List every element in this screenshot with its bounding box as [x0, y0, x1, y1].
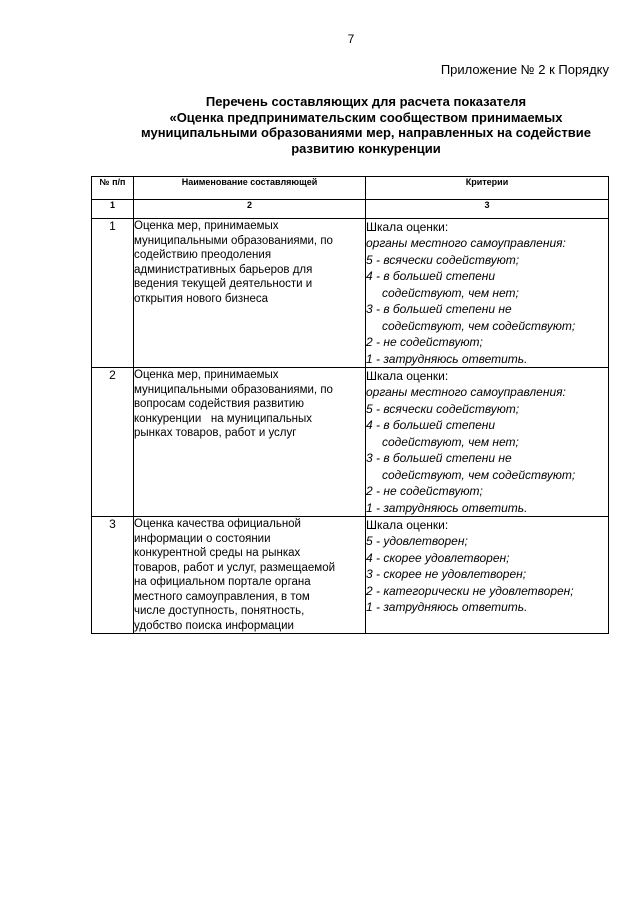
component-name-line: содействию преодоления [134, 249, 272, 261]
component-name-line: ведения текущей деятельности и [134, 278, 313, 290]
component-name-line: Оценка качества официальной [134, 518, 301, 530]
criteria-line: 4 - в большей степени [366, 418, 496, 432]
criteria-line: 5 - всячески содействуют; [366, 401, 520, 416]
criteria-line: 3 - в большей степени не [366, 302, 512, 316]
title-line: развитию конкуренции [291, 140, 441, 156]
criteria-line: 1 - затрудняюсь ответить. [366, 351, 528, 366]
appendix-reference: Приложение № 2 к Порядку [440, 62, 609, 77]
component-name-line: административных барьеров для [134, 263, 313, 276]
component-name-line: информации о состоянии [134, 532, 271, 545]
criteria-line: 1 - затрудняюсь ответить. [366, 500, 528, 515]
criteria-line: 2 - категорически не удовлетворен; [366, 583, 574, 598]
column-number: 1 [92, 200, 134, 219]
component-name-line: муниципальными образованиями, по [134, 383, 333, 396]
criteria-line: содействуют, чем нет; [382, 434, 519, 449]
header-component-name: Наименование составляющей [134, 177, 366, 200]
criteria-line: 4 - скорее удовлетворен; [366, 550, 510, 565]
criteria-line: 1 - затрудняюсь ответить. [366, 600, 528, 614]
component-name-line: Оценка мер, принимаемых [134, 369, 279, 381]
component-name-line: конкурентной среды на рынках [134, 547, 301, 559]
criteria-line: 2 - не содействуют; [366, 335, 483, 349]
criteria-cell [366, 219, 609, 368]
component-name-line: открытия нового бизнеса [134, 292, 269, 305]
title-line: Перечень составляющих для расчета показателя [205, 94, 527, 109]
table-header-row [92, 177, 609, 200]
scale-title: Шкала оценки: [366, 369, 449, 383]
header-criteria: Критерии [366, 177, 609, 200]
component-name [134, 517, 366, 634]
criteria-line: 5 - удовлетворен; [366, 534, 468, 548]
criteria-line: 3 - в большей степени не [366, 451, 512, 465]
component-name-line: на официальном портале органа [134, 576, 311, 588]
title-line: «Оценка предпринимательским сообществом принимаемых [169, 109, 563, 125]
component-name-line: удобство поиска информации [134, 619, 294, 632]
criteria-line: 2 - не содействуют; [366, 484, 483, 498]
criteria-cell [366, 517, 609, 634]
header-number: № п/п [92, 177, 134, 200]
column-number: 3 [366, 200, 609, 219]
component-name-line: рынках товаров, работ и услуг [134, 427, 297, 439]
component-name-line: Оценка мер, принимаемых [134, 220, 279, 232]
criteria-line: 5 - всячески содействуют; [366, 252, 520, 267]
component-name-line: конкуренции на муниципальных [134, 412, 313, 425]
component-name [134, 368, 366, 517]
criteria-line: органы местного самоуправления: [366, 385, 566, 399]
criteria-line: органы местного самоуправления: [366, 236, 566, 250]
criteria-line: 4 - в большей степени [366, 269, 496, 283]
table-row [92, 517, 609, 634]
scale-title: Шкала оценки: [366, 220, 449, 234]
column-number: 2 [134, 200, 366, 219]
row-number: 1 [92, 219, 134, 368]
component-name-line: вопросам содействия развитию [134, 398, 304, 410]
row-number: 3 [92, 517, 134, 634]
table-row [92, 219, 609, 368]
row-number: 2 [92, 368, 134, 517]
criteria-line: 3 - скорее не удовлетворен; [366, 567, 527, 581]
criteria-cell [366, 368, 609, 517]
table-row [92, 368, 609, 517]
page-number: 7 [347, 32, 355, 46]
component-name-line: товаров, работ и услуг, размещаемой [134, 561, 336, 574]
criteria-line: содействуют, чем содействуют; [382, 318, 576, 333]
component-name-line: местного самоуправления, в том [134, 590, 310, 603]
component-name-line: числе доступность, понятность, [134, 605, 305, 617]
column-number-row [92, 200, 609, 219]
criteria-table [91, 176, 609, 634]
scale-title: Шкала оценки: [366, 518, 449, 532]
document-title [92, 94, 640, 156]
criteria-line: содействуют, чем содействуют; [382, 467, 576, 482]
criteria-line: содействуют, чем нет; [382, 285, 519, 300]
title-line: муниципальными образованиями мер, направленных на содействие [141, 125, 591, 140]
component-name [134, 219, 366, 368]
component-name-line: муниципальными образованиями, по [134, 234, 333, 247]
